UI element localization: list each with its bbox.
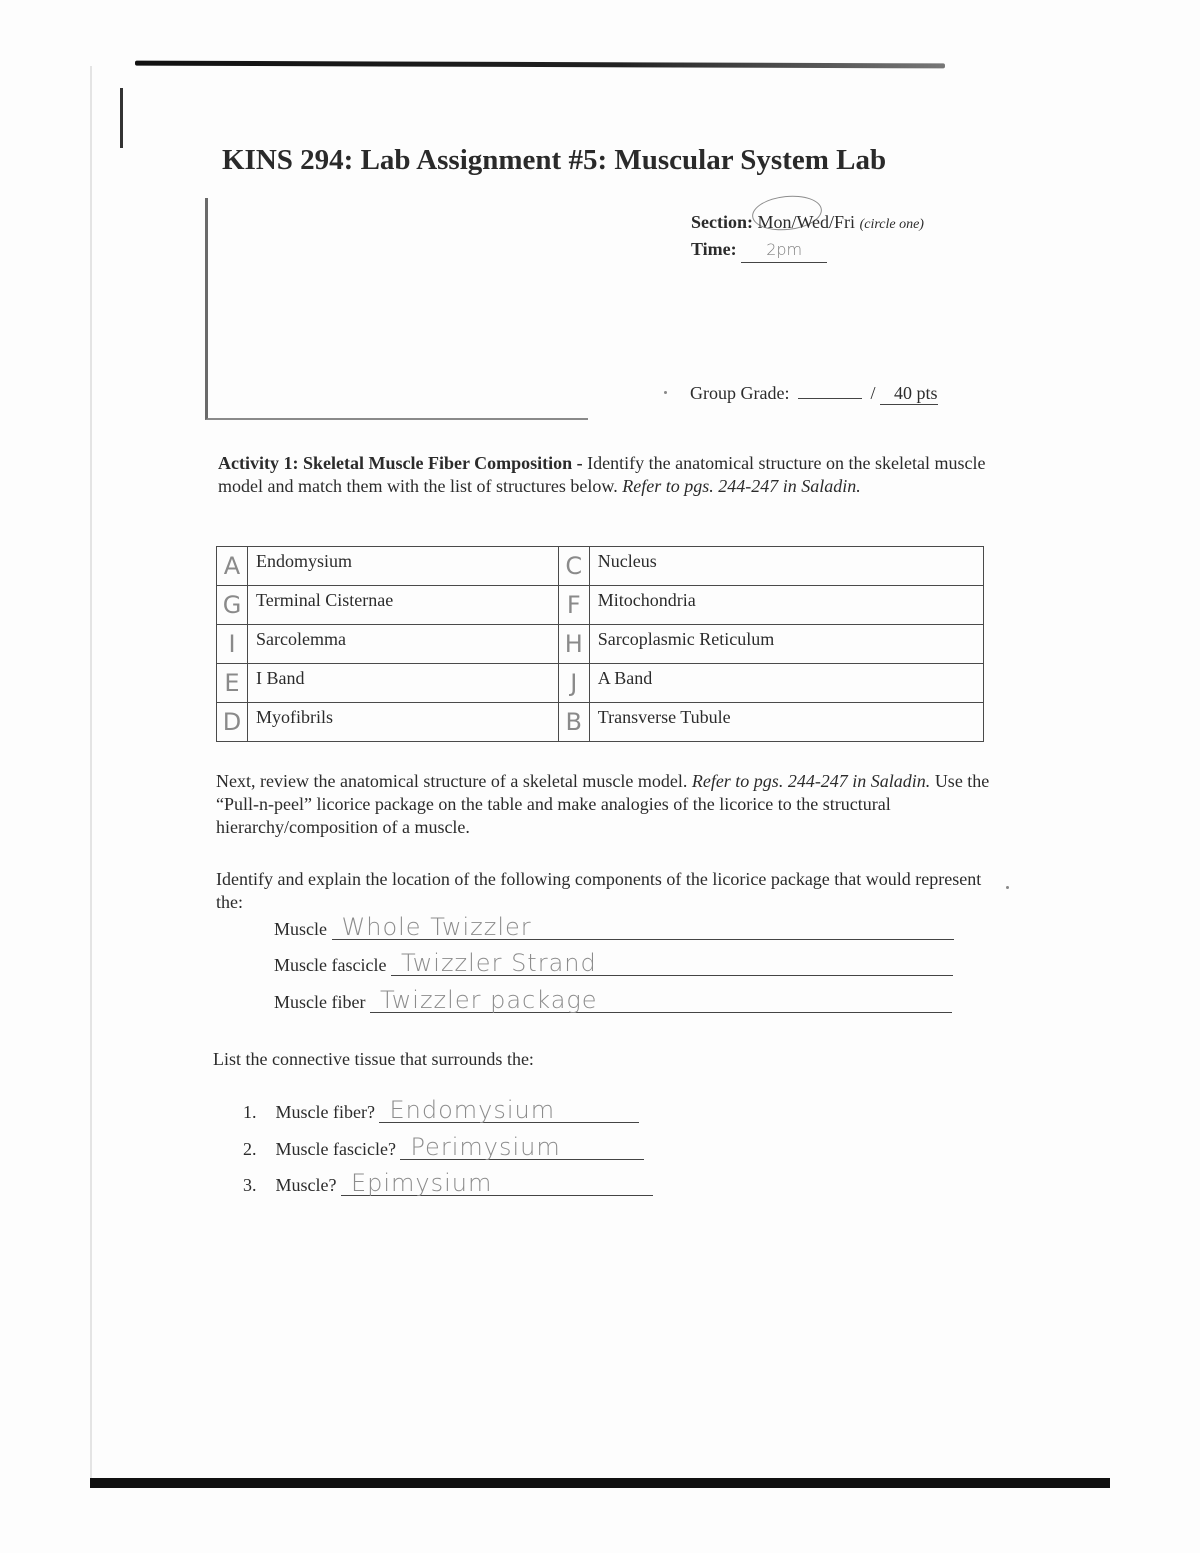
connective-item-2 bbox=[243, 1135, 644, 1160]
connective-tissue-heading: List the connective tissue that surrounds the: bbox=[213, 1049, 534, 1069]
connective-question: Muscle fiber? bbox=[275, 1102, 375, 1122]
muscle-fiber-label: Muscle fiber bbox=[274, 992, 366, 1012]
section-time-block bbox=[691, 210, 924, 263]
identify-instructions: Identify and explain the location of the following components of the licorice package that would represent the: bbox=[216, 869, 982, 912]
table-row bbox=[217, 703, 984, 742]
grade-label: Group Grade: bbox=[690, 383, 790, 403]
table-row bbox=[217, 664, 984, 703]
structure-term: Sarcoplasmic Reticulum bbox=[589, 625, 983, 664]
item-number: 3. bbox=[243, 1175, 257, 1195]
scan-mark bbox=[120, 88, 123, 148]
structure-term: Terminal Cisternae bbox=[248, 586, 559, 625]
section-label: Section: bbox=[691, 212, 753, 232]
table-row bbox=[217, 625, 984, 664]
table-row bbox=[217, 547, 984, 586]
activity-1-heading: Activity 1: Skeletal Muscle Fiber Composition - bbox=[218, 453, 583, 473]
time-value[interactable]: 2pm bbox=[741, 237, 827, 263]
connective-question: Muscle? bbox=[275, 1175, 337, 1195]
muscle-fascicle-answer[interactable]: Twizzler Strand bbox=[391, 951, 953, 976]
answer-letter[interactable]: F bbox=[558, 586, 589, 625]
name-box bbox=[205, 198, 588, 420]
matching-table bbox=[216, 546, 984, 742]
bottom-scan-edge bbox=[90, 1478, 1110, 1488]
review-instructions bbox=[216, 770, 991, 839]
structure-term: Mitochondria bbox=[589, 586, 983, 625]
answer-letter[interactable]: G bbox=[217, 586, 248, 625]
structure-term: I Band bbox=[248, 664, 559, 703]
item-number: 2. bbox=[243, 1139, 257, 1159]
muscle-fascicle-row bbox=[274, 951, 953, 976]
structure-term: Sarcolemma bbox=[248, 625, 559, 664]
left-scan-edge bbox=[90, 66, 92, 1486]
muscle-fascicle-label: Muscle fascicle bbox=[274, 955, 387, 975]
activity-1-text: Identify the anatomical structure on the skeletal muscle model and match them with the list of structures below. bbox=[218, 453, 986, 496]
connective-answer[interactable]: Epimysium bbox=[341, 1171, 653, 1196]
structure-term: Endomysium bbox=[248, 547, 559, 586]
answer-letter[interactable]: J bbox=[558, 664, 589, 703]
review-text-2: Use the “Pull-n-peel” licorice package on the table and make analogies of the licorice to the structural hierarchy/composition of a muscle. bbox=[216, 771, 990, 837]
section-line bbox=[691, 210, 924, 237]
answer-letter[interactable]: H bbox=[558, 625, 589, 664]
grade-blank[interactable] bbox=[798, 398, 862, 399]
structure-term: Transverse Tubule bbox=[589, 703, 983, 742]
muscle-answer[interactable]: Whole Twizzler bbox=[332, 915, 954, 940]
answer-letter[interactable]: E bbox=[217, 664, 248, 703]
muscle-fiber-row bbox=[274, 988, 952, 1013]
grade-total: 40 pts bbox=[880, 383, 938, 405]
structure-term: Nucleus bbox=[589, 547, 983, 586]
review-text-1: Next, review the anatomical structure of a skeletal muscle model. bbox=[216, 771, 692, 791]
activity-1-instructions bbox=[218, 452, 988, 498]
item-number: 1. bbox=[243, 1102, 257, 1122]
connective-answer[interactable]: Perimysium bbox=[400, 1135, 644, 1160]
time-label: Time: bbox=[691, 239, 737, 259]
activity-1-reference: Refer to pgs. 244-247 in Saladin. bbox=[622, 476, 861, 496]
table-row bbox=[217, 586, 984, 625]
time-line bbox=[691, 237, 924, 263]
section-options: Mon/Wed/Fri bbox=[757, 212, 856, 232]
connective-item-3 bbox=[243, 1171, 653, 1196]
answer-letter[interactable]: A bbox=[217, 547, 248, 586]
answer-letter[interactable]: D bbox=[217, 703, 248, 742]
grade-separator: / bbox=[870, 383, 876, 403]
top-scan-edge bbox=[135, 61, 945, 69]
structure-term: A Band bbox=[589, 664, 983, 703]
stray-dot bbox=[1006, 886, 1009, 889]
answer-letter[interactable]: I bbox=[217, 625, 248, 664]
answer-letter[interactable]: B bbox=[558, 703, 589, 742]
muscle-label: Muscle bbox=[274, 919, 327, 939]
answer-letter[interactable]: C bbox=[558, 547, 589, 586]
muscle-row bbox=[274, 915, 954, 940]
group-grade bbox=[690, 383, 938, 405]
page-title: KINS 294: Lab Assignment #5: Muscular System Lab bbox=[222, 144, 887, 176]
connective-question: Muscle fascicle? bbox=[275, 1139, 396, 1159]
connective-item-1 bbox=[243, 1098, 639, 1123]
stray-dot bbox=[664, 391, 667, 394]
section-note: (circle one) bbox=[859, 217, 924, 232]
muscle-fiber-answer[interactable]: Twizzler package bbox=[370, 988, 952, 1013]
review-reference: Refer to pgs. 244-247 in Saladin. bbox=[691, 771, 931, 791]
connective-answer[interactable]: Endomysium bbox=[379, 1098, 639, 1123]
structure-term: Myofibrils bbox=[248, 703, 559, 742]
